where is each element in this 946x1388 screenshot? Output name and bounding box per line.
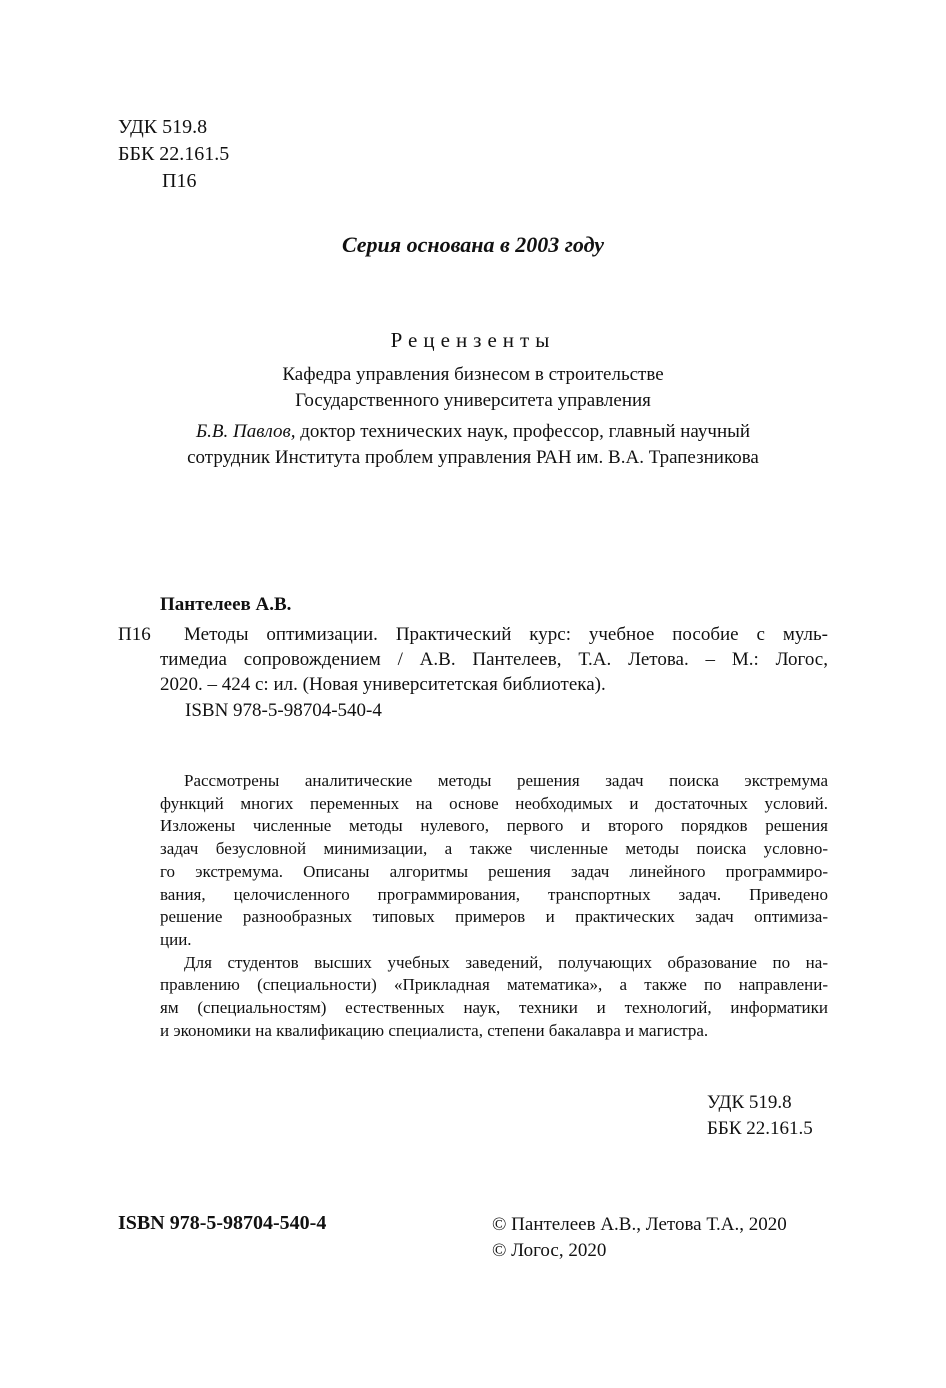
reviewers-block — [0, 362, 946, 471]
annotation — [160, 770, 828, 1042]
udk-top: УДК 519.8 — [118, 116, 208, 138]
bbk-top: ББК 22.161.5 — [118, 143, 230, 165]
reviewer-person-name: Б.В. Павлов, — [195, 421, 296, 442]
annotation-line: Рассмотрены аналитические методы решения задач поиска экстремума — [184, 771, 828, 790]
annotation-line: задач безусловной минимизации, а также численные методы поиска условно- — [160, 839, 828, 859]
annotation-line: Для студентов высших учебных заведений, получающих образование по на- — [184, 952, 828, 972]
footer-isbn: ISBN 978-5-98704-540-4 — [118, 1212, 327, 1234]
biblio-code: П16 — [118, 624, 151, 645]
biblio-description — [160, 622, 828, 697]
book-author: Пантелеев А.В. — [160, 594, 292, 615]
biblio-line: 2020. – 424 с: ил. (Новая университетская библиотека). — [160, 674, 606, 695]
annotation-line: функций многих переменных на основе необходимых и достаточных условий. — [160, 793, 828, 813]
author-code-top: П16 — [162, 170, 197, 192]
annotation-line: вания, целочисленного программирования, транспортных задач. Приведено — [160, 884, 828, 904]
biblio-line: тимедиа сопровождением / А.В. Пантелеев, Т.А. Летова. – М.: Логос, — [160, 649, 828, 670]
copyright-authors: © Пантелеев А.В., Летова Т.А., 2020 — [492, 1214, 787, 1235]
annotation-line: правлению (специальности) «Прикладная математика», а также по направлени- — [160, 975, 828, 995]
reviewer-org-line2: Государственного университета управления — [295, 390, 651, 411]
classification-bottom — [707, 1090, 813, 1142]
reviewer-person-title: доктор технических наук, профессор, главный научный — [295, 421, 751, 442]
udk-bottom: УДК 519.8 — [707, 1092, 792, 1113]
copyright-publisher: © Логос, 2020 — [492, 1240, 607, 1261]
biblio-line: Методы оптимизации. Практический курс: учебное пособие с муль- — [184, 624, 828, 645]
reviewer-person-line2: сотрудник Института проблем управления РАН им. В.А. Трапезникова — [187, 447, 759, 468]
biblio-isbn: ISBN 978-5-98704-540-4 — [185, 700, 382, 721]
series-note: Серия основана в 2003 году — [341, 232, 605, 257]
reviewer-person-line1 — [0, 419, 946, 445]
reviewer-org-line1: Кафедра управления бизнесом в строительстве — [282, 364, 664, 385]
annotation-line: Изложены численные методы нулевого, первого и второго порядков решения — [160, 816, 828, 836]
annotation-line: ям (специальностям) естественных наук, техники и технологий, информатики — [160, 998, 828, 1018]
annotation-line: ции. — [160, 929, 192, 949]
annotation-line: решение разнообразных типовых примеров и практических задач оптимиза- — [160, 907, 828, 927]
classification-top — [118, 114, 229, 195]
copyright-block — [492, 1212, 787, 1264]
annotation-line: го экстремума. Описаны алгоритмы решения задач линейного программиро- — [160, 861, 828, 881]
bbk-bottom: ББК 22.161.5 — [707, 1118, 813, 1139]
annotation-line: и экономики на квалификацию специалиста, степени бакалавра и магистра. — [160, 1020, 709, 1040]
reviewers-title: Рецензенты — [390, 328, 556, 352]
